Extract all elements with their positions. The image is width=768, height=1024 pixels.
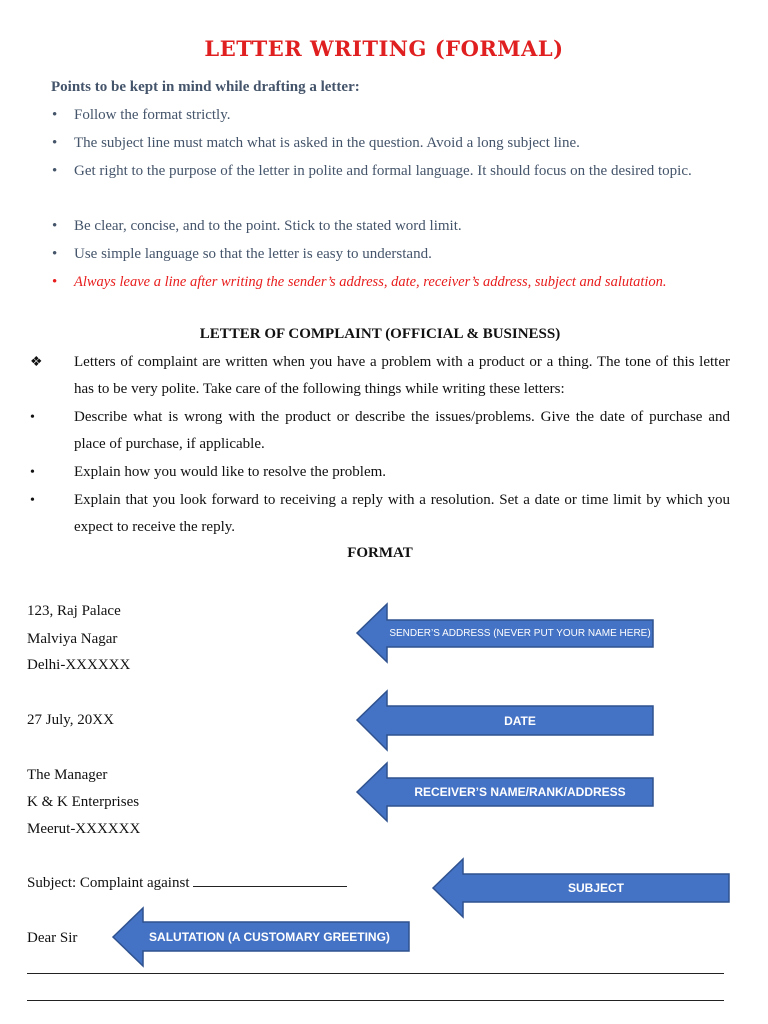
list-item: • Explain how you would like to resolve the problem. — [74, 459, 730, 486]
format-heading: FORMAT — [347, 545, 413, 561]
bullet-icon: • — [52, 218, 58, 234]
salutation-arrow-label: SALUTATION (A CUSTOMARY GREETING) — [149, 929, 390, 944]
bullet-icon: • — [30, 410, 35, 425]
receiver-line: K & K Enterprises — [27, 794, 140, 810]
complaint-heading: LETTER OF COMPLAINT (OFFICIAL & BUSINESS) — [199, 326, 561, 342]
subject-arrow-label: SUBJECT — [567, 881, 624, 895]
date-arrow-label: DATE — [504, 713, 536, 728]
list-item: • Be clear, concise, and to the point. Stick to the stated word limit. — [74, 213, 714, 240]
bullet-icon: • — [52, 246, 58, 262]
sender-line: Malviya Nagar — [27, 631, 118, 647]
bullet-icon: • — [30, 493, 35, 508]
bullet-icon: • — [52, 107, 58, 123]
bullet-icon: • — [52, 135, 58, 151]
receiver-line: Meerut-XXXXXX — [27, 821, 141, 837]
receiver-arrow-label: RECEIVER’S NAME/RANK/ADDRESS — [414, 785, 626, 799]
bullet-icon: • — [30, 465, 35, 480]
bullet-icon: • — [52, 163, 58, 179]
diamond-bullet-icon: ❖ — [30, 355, 43, 370]
list-item: • Explain that you look forward to receiving a reply with a resolution. Set a date or time limit by which you expect to receive the reply. — [74, 487, 730, 541]
list-item: • Follow the format strictly. — [74, 102, 714, 129]
list-item: • Describe what is wrong with the product or describe the issues/problems. Give the date of purchase and place of purchase, if applicable. — [74, 404, 730, 458]
receiver-line: The Manager — [27, 767, 108, 783]
date-line: 27 July, 20XX — [27, 712, 114, 728]
bullet-icon: • — [52, 274, 58, 290]
list-item: ❖ Letters of complaint are written when you have a problem with a product or a thing. The tone of this letter has to be very polite. Take care of the following things while writing these letters: — [74, 349, 730, 403]
subject-line: Subject: Complaint against — [27, 870, 347, 897]
list-item: • Use simple language so that the letter is easy to understand. — [74, 241, 714, 268]
list-item: • Get right to the purpose of the letter in polite and formal language. It should focus on the desired topic. — [74, 158, 694, 185]
sender-arrow-label: SENDER’S ADDRESS (NEVER PUT YOUR NAME HERE) — [389, 628, 651, 639]
page-title: LETTER WRITING (FORMAL) — [204, 36, 564, 61]
list-item: • The subject line must match what is asked in the question. Avoid a long subject line. — [74, 130, 714, 157]
salutation-line: Dear Sir — [27, 930, 78, 946]
sender-line: Delhi-XXXXXX — [27, 657, 131, 673]
list-item-highlight: • Always leave a line after writing the sender’s address, date, receiver’s address, subject and salutation. — [74, 269, 754, 296]
points-heading: Points to be kept in mind while drafting a letter: — [51, 79, 360, 95]
sender-line: 123, Raj Palace — [27, 603, 121, 619]
